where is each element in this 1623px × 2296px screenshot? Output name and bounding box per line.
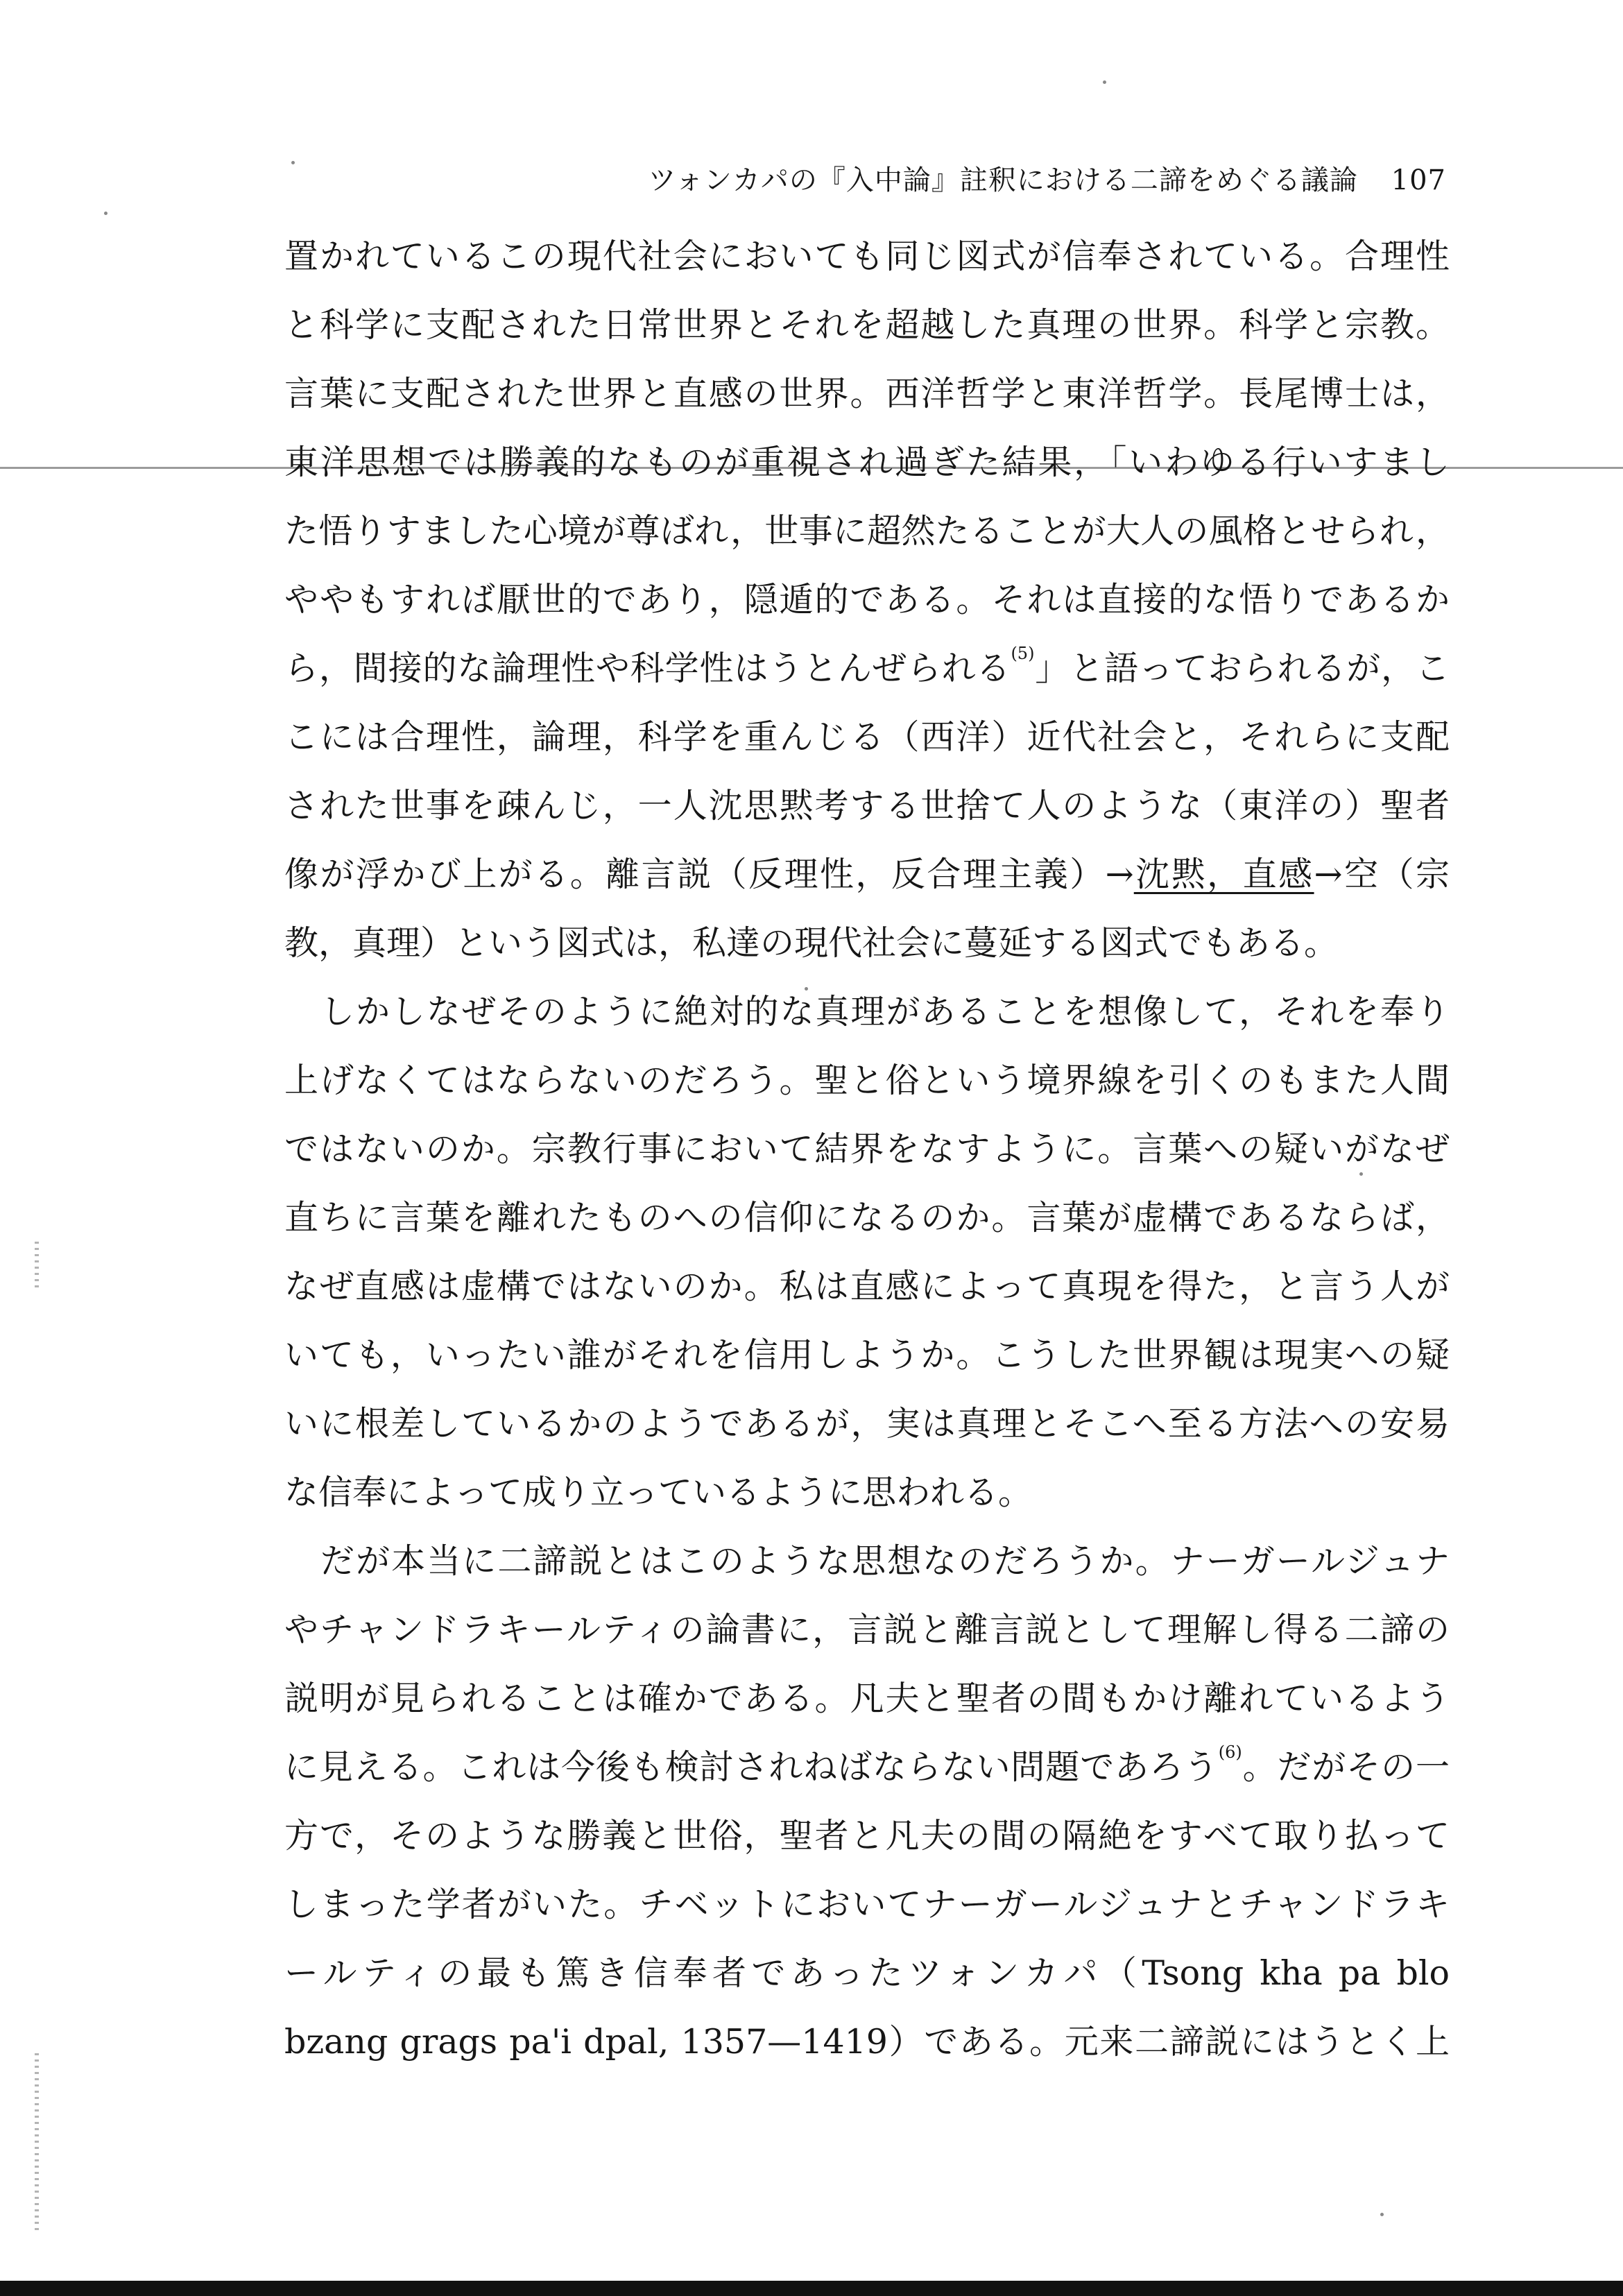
- page-number: 107: [1391, 164, 1446, 196]
- text-line: [284, 1733, 1450, 1801]
- text-line: 説明が見られることは確かである。凡夫と聖者の間もかけ離れているよう: [284, 1679, 1450, 1718]
- running-title: ツォンカパの『入中論』註釈における二諦をめぐる議論: [648, 164, 1358, 196]
- footnote-marker-6: (6): [1218, 1742, 1242, 1762]
- text-line: ではないのか。宗教行事において結界をなすように。言葉への疑いがなぜ: [284, 1129, 1450, 1169]
- text-line: しまった学者がいた。チベットにおいてナーガールジュナとチャンドラキ: [284, 1885, 1450, 1924]
- text-line: ややもすれば厭世的であり，隠遁的である。それは直接的な悟りであるか: [284, 580, 1450, 619]
- text-line: な信奉によって成り立っているように思われる。: [284, 1473, 1033, 1512]
- underlined-phrase: 沈黙，直感: [1133, 855, 1314, 894]
- scan-speck: [1103, 80, 1106, 84]
- text-fragment: に見える。これは今後も検討されねばならない問題であろう: [284, 1747, 1219, 1787]
- scan-speck: [1380, 2213, 1384, 2216]
- text-line: こには合理性，論理，科学を重んじる（西洋）近代社会と，それらに支配: [284, 717, 1450, 757]
- text-line: やチャンドラキールティの論書に，言説と離言説として理解し得る二諦の: [284, 1610, 1450, 1650]
- scan-edge-noise: [35, 2053, 39, 2234]
- text-fragment: →空（宗: [1314, 855, 1450, 894]
- text-line: [284, 840, 1450, 909]
- text-line: なぜ直感は虚構ではないのか。私は直感によって真現を得た，と言う人が: [284, 1267, 1450, 1306]
- text-fragment: 像が浮かび上がる。離言説（反理性，反合理主義）→: [284, 855, 1134, 894]
- scan-edge-noise: [35, 1242, 39, 1290]
- text-fragment: 」と語っておられるが，こ: [1034, 649, 1450, 688]
- text-line: された世事を疎んじ，一人沈思黙考する世捨て人のような（東洋の）聖者: [284, 786, 1450, 825]
- scan-bottom-edge: [0, 2281, 1623, 2296]
- body-text: [284, 222, 1450, 2076]
- paragraph-start: だが本当に二諦説とはこのような思想なのだろうか。ナーガールジュナ: [320, 1541, 1450, 1581]
- footnote-marker-5: (5): [1011, 644, 1035, 663]
- paragraph-start: しかしなぜそのように絶対的な真理があることを想像して，それを奉り: [320, 992, 1450, 1031]
- text-line: 上げなくてはならないのだろう。聖と俗という境界線を引くのもまた人間: [284, 1061, 1450, 1100]
- text-line: 置かれているこの現代社会においても同じ図式が信奉されている。合理性: [284, 237, 1450, 276]
- text-line: 教，真理）という図式は，私達の現代社会に蔓延する図式でもある。: [284, 923, 1339, 963]
- running-header: [596, 158, 1446, 203]
- text-line: いても，いったい誰がそれを信用しようか。こうした世界観は現実への疑: [284, 1335, 1450, 1375]
- text-line: 言葉に支配された世界と直感の世界。西洋哲学と東洋哲学。長尾博士は，: [284, 374, 1450, 413]
- text-fragment: 。だがその一: [1242, 1747, 1450, 1787]
- text-line: と科学に支配された日常世界とそれを超越した真理の世界。科学と宗教。: [284, 305, 1450, 345]
- text-line: 方で，そのような勝義と世俗，聖者と凡夫の間の隔絶をすべて取り払って: [284, 1816, 1450, 1856]
- text-fragment: ら，間接的な論理性や科学性はうとんぜられる: [284, 649, 1011, 688]
- scan-speck: [291, 161, 295, 164]
- text-line: いに根差しているかのようであるが，実は真理とそこへ至る方法への安易: [284, 1404, 1450, 1443]
- text-line: 東洋思想では勝義的なものが重視され過ぎた結果，「いわゆる行いすまし: [284, 443, 1450, 482]
- text-line: た悟りすました心境が尊ばれ，世事に超然たることが大人の風格とせられ，: [284, 511, 1450, 551]
- text-line: ールティの最も篤き信奉者であったツォンカパ（Tsong kha pa blo: [284, 1953, 1450, 1993]
- text-line: [284, 634, 1450, 703]
- scan-speck: [104, 212, 108, 215]
- text-line: bzang grags pa'i dpal, 1357—1419）である。元来二諦説にはうとく上: [284, 2022, 1450, 2062]
- text-line: 直ちに言葉を離れたものへの信仰になるのか。言葉が虚構であるならば，: [284, 1198, 1450, 1237]
